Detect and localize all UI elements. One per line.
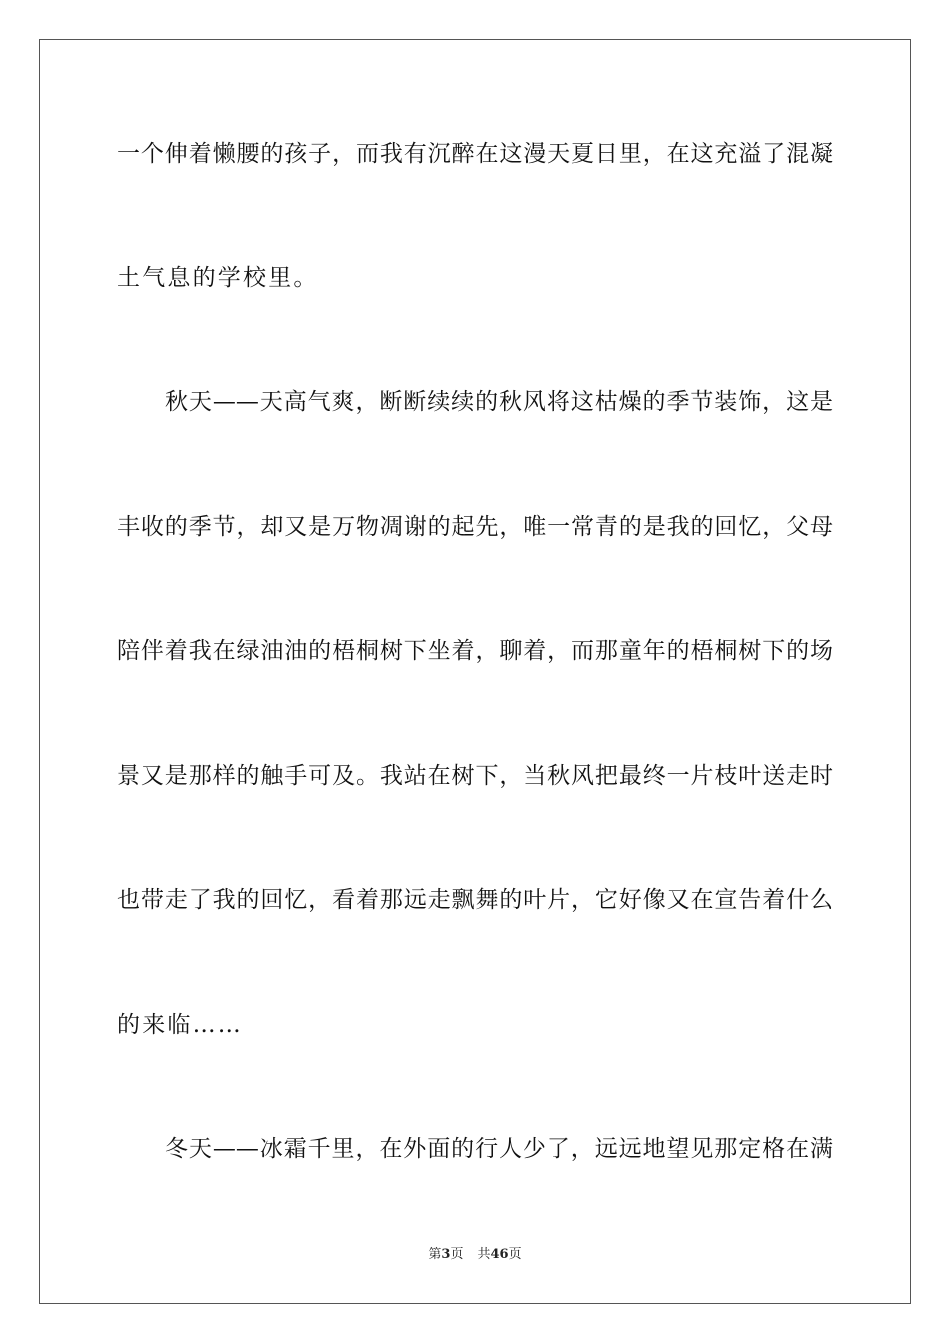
page-prefix: 第 <box>428 1247 442 1262</box>
page-total: 46 <box>490 1247 509 1262</box>
total-prefix: 共 <box>477 1247 491 1262</box>
text-line-7: 也带走了我的回忆，看着那远走飘舞的叶片，它好像又在宣告着什么 <box>117 887 833 913</box>
text-line-5: 陪伴着我在绿油油的梧桐树下坐着，聊着，而那童年的梧桐树下的场 <box>117 638 833 664</box>
text-line-3: 秋天——天高气爽，断断续续的秋风将这枯燥的季节装饰，这是 <box>165 389 833 415</box>
page-frame <box>39 39 911 1304</box>
text-line-2: 土气息的学校里。 <box>117 265 319 291</box>
text-line-1: 一个伸着懒腰的孩子，而我有沉醉在这漫天夏日里，在这充溢了混凝 <box>117 141 833 167</box>
text-line-4: 丰收的季节，却又是万物凋谢的起先，唯一常青的是我的回忆，父母 <box>117 514 833 540</box>
text-line-6: 景又是那样的触手可及。我站在树下，当秋风把最终一片枝叶送走时 <box>117 763 833 789</box>
total-unit: 页 <box>508 1247 522 1262</box>
page-unit: 页 <box>450 1247 464 1262</box>
text-line-8: 的来临…… <box>117 1012 243 1038</box>
page-current: 3 <box>441 1247 451 1262</box>
page-footer <box>0 1246 950 1264</box>
text-line-9: 冬天——冰霜千里，在外面的行人少了，远远地望见那定格在满 <box>165 1136 833 1162</box>
